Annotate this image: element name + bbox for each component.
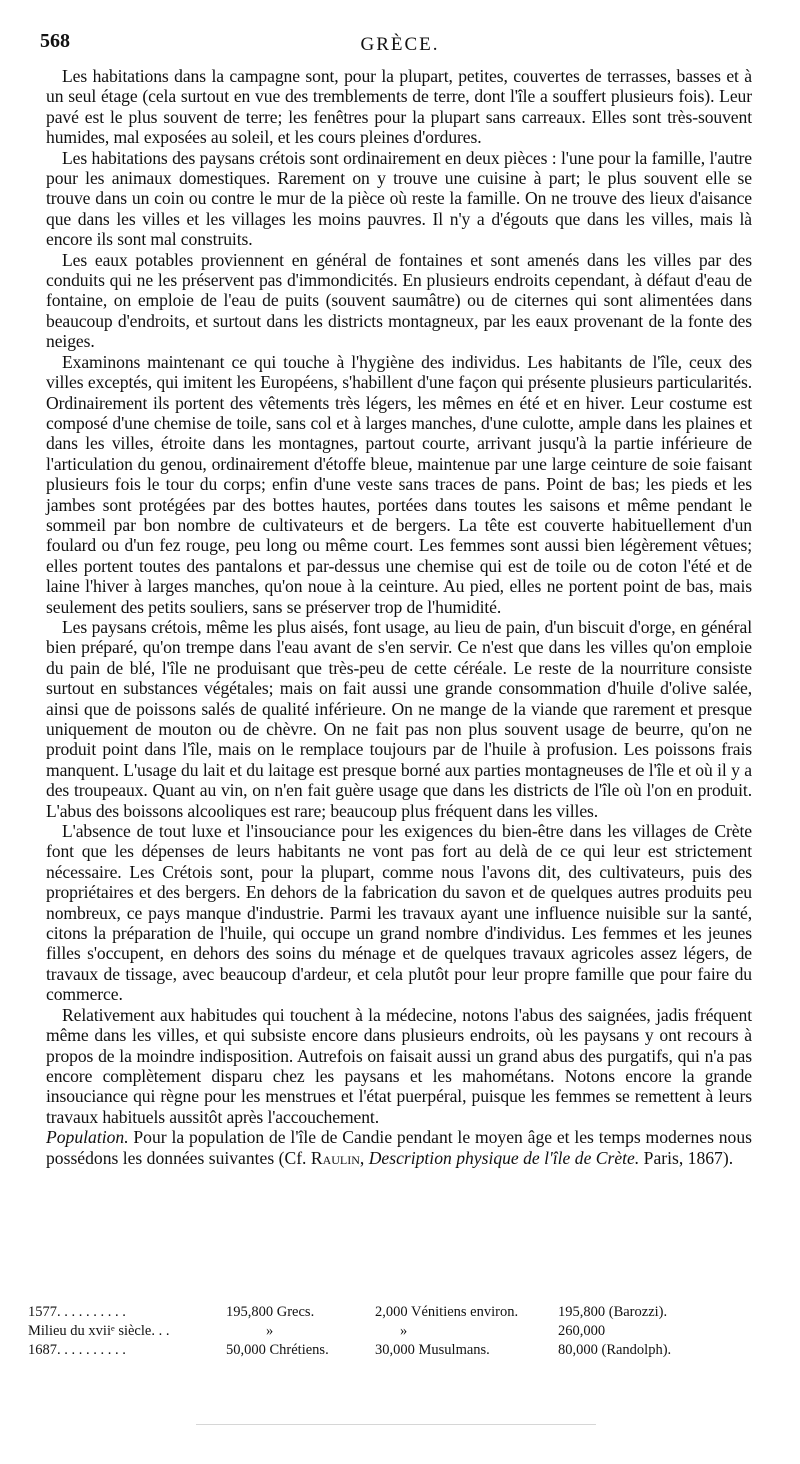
paragraph-drinking-water: Les eaux potables proviennent en général de fontaines et sont amenés dans les villes par des conduits qui ne les préservent pas d'immondicités. En plusieurs endroits cependant, à défaut d'eau de fontaine, on emploie de l'eau de puits (souvent saumâtre) ou de citernes qui sont alimentées dans beaucoup d'endroits, et surtout dans les districts montagneux, par les eaux provenant de la fonte des neiges. (46, 249, 752, 352)
paragraph-food: Les paysans crétois, même les plus aisés, font usage, au lieu de pain, d'un biscuit d'orge, en général bien préparé, qu'on trempe dans l'eau avant de s'en servir. Ce n'est que dans les villes qu'on emploie du pain de blé, l'île ne produisant que très-peu de cette céréale. Le reste de la nourriture consiste surtout en substances végétales; mais on fait aussi une grande consommation d'huile d'olive salée, ainsi que de poissons salés de qualité inférieure. On ne mange de la viande que rarement et presque uniquement de mouton ou de chèvre. On ne fait pas non plus souvent usage de beurre, qu'on ne produit point dans l'île, mais on le remplace toujours par de l'huile à profusion. Les poissons frais manquent. L'usage du lait et du laitage est presque borné aux parties montagneuses de l'île et où il y a des troupeaux. Quant au vin, on n'en fait guère usage que dans les districts de l'île où l'on en produit. L'abus des boissons alcooliques est rare; beaucoup plus fréquent dans les villes. (46, 616, 752, 821)
running-head: GRÈCE. (360, 34, 440, 55)
table-cell-venetians: 30,000 Musulmans. (375, 1342, 490, 1358)
population-text-before: Pour la population de l'île de Candie pendant le moyen âge et les temps modernes nous possédons les données suivantes (Cf. (46, 1127, 752, 1168)
population-table (28, 1303, 728, 1360)
population-text-after: Paris, 1867). (639, 1147, 734, 1168)
table-cell-venetians: » (400, 1323, 408, 1339)
paragraph-clothing: Examinons maintenant ce qui touche à l'hygiène des individus. Les habitants de l'île, ceux des villes exceptés, qui imitent les Européens, s'habillent d'une façon qui présente plusieurs particularités. Ordinairement ils portent des vêtements très légers, les mêmes en été et en hiver. Leur costume est composé d'une chemise de toile, sans col et à larges manches, d'une culotte, ample dans les plaines et dans les villes, étroite dans les montagnes, partout courte, arrivant jusqu'à la partie inférieure de l'articulation du genou, ordinairement d'étoffe bleue, maintenue par une large ceinture de soie faisant plusieurs fois le tour du corps; enfin d'une veste sans traces de pans. Point de bas; les pieds et les jambes sont protégées par des bottes hautes, portées dans toutes les saisons et même pendant le sommeil par bon nombre de cultivateurs et de bergers. La tête est couverte habituellement d'un foulard ou d'un fez rouge, peu long ou même court. Les femmes sont aussi bien légèrement vêtues; elles portent toutes des pantalons et par-dessus une chemise qui est de toile ou de coton l'été et de laine l'hiver à larges manches, qu'on noue à la ceinture. Au pied, elles ne portent point de bas, mais seulement des petits souliers, sans se préserver trop de l'humidité. (46, 351, 752, 617)
population-comma: , (359, 1147, 369, 1168)
table-row (28, 1303, 728, 1322)
population-author: Raulin (310, 1147, 360, 1168)
table-cell-date: 1577. . . . . . . . . . (28, 1304, 126, 1320)
table-cell-date: 1687. . . . . . . . . . (28, 1342, 126, 1358)
paragraph-population (46, 1127, 752, 1168)
paragraph-rural-housing: Les habitations dans la campagne sont, pour la plupart, petites, couvertes de terrasses, basses et à un seul étage (cela surtout en vue des tremblements de terre, dont l'île a souffert plusieurs fois). Leur pavé est le plus souvent de terre; les fenêtres pour la plupart sans carreaux. Elles sont très-souvent humides, mal exposées au soleil, et les cours pleines d'ordures. (46, 66, 752, 148)
table-cell-venetians: 2,000 Vénitiens environ. (375, 1304, 519, 1320)
table-cell-greeks: » (266, 1323, 274, 1339)
table-row (28, 1322, 728, 1341)
paragraph-peasant-dwellings: Les habitations des paysans crétois sont ordinairement en deux pièces : l'une pour la famille, l'autre pour les animaux domestiques. Rarement on y trouve une cuisine à part; le plus souvent elle se trouve dans un coin ou contre le mur de la pièce où reste la famille. On ne trouve des lieux d'aisance que dans les villes et les villages les moins pauvres. Il n'y a d'égouts que dans les villes, mais là encore ils sont mal construits. (46, 147, 752, 250)
table-row (28, 1341, 728, 1360)
table-cell-date: Milieu du xviiᵉ siècle. . . (28, 1323, 170, 1339)
table-cell-greeks: 50,000 Chrétiens. (226, 1342, 329, 1358)
population-work-title: Description physique de l'île de Crète. (368, 1147, 640, 1168)
bottom-divider (196, 1424, 596, 1425)
paragraph-medicine: Relativement aux habitudes qui touchent à la médecine, notons l'abus des saignées, jadis fréquent même dans les villes, et qui subsiste encore dans plusieurs endroits, où les paysans y ont recours à propos de la moindre indisposition. Autrefois on faisait aussi un grand abus des purgatifs, qui n'a pas encore complètement disparu chez les paysans et les mahométans. Notons encore la grande insouciance qui règne pour les menstrues et l'état puerpéral, puisque les femmes se remettent à leurs travaux habituels aussitôt après l'accouchement. (46, 1004, 752, 1127)
table-cell-greeks: 195,800 Grecs. (226, 1304, 315, 1320)
page-number: 568 (40, 30, 70, 52)
paragraph-occupations: L'absence de tout luxe et l'insouciance pour les exigences du bien-être dans les villages de Crète font que les dépenses de leurs habitants ne vont pas fort au delà de ce qui leur est strictement nécessaire. Les Crétois sont, pour la plupart, comme nous l'avons dit, des cultivateurs, puis des propriétaires et des bergers. En dehors de la fabrication du savon et de quelques autres produits peu nombreux, ce pays manque d'industrie. Parmi les travaux ayant une influence nuisible sur la santé, citons la préparation de l'huile, qui occupe un grand nombre d'individus. Les femmes et les jeunes filles s'occupent, en dehors des soins du ménage et de quelques travaux agricoles assez légers, de travaux de tissage, avec beaucoup d'ardeur, et cela plutôt pour leur propre famille que pour faire du commerce. (46, 821, 752, 1005)
body-text (46, 66, 752, 1168)
table-cell-total: 260,000 (558, 1323, 606, 1339)
table-cell-total: 80,000 (Randolph). (558, 1342, 672, 1358)
table-cell-total: 195,800 (Barozzi). (558, 1304, 668, 1320)
population-label: Population. (46, 1127, 129, 1148)
